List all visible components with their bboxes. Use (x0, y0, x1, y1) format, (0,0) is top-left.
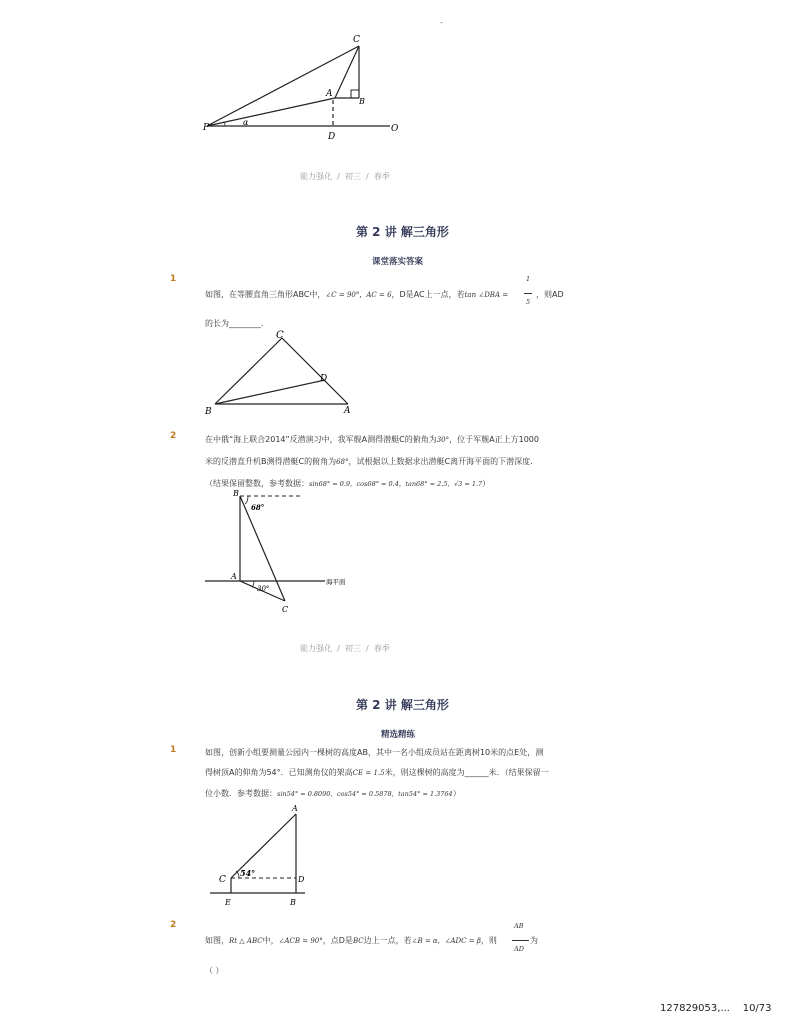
figure-tree-height (205, 800, 325, 912)
breadcrumb-item[interactable]: 春季 (373, 172, 390, 181)
fraction-denominator: AD (514, 945, 524, 953)
label-o: O (391, 124, 399, 134)
figure-angle-of-elevation (195, 32, 415, 144)
breadcrumb-item[interactable]: 能力强化 (300, 644, 332, 653)
fraction-numerator: AB (514, 922, 524, 930)
line-bc (215, 338, 282, 404)
answer-choice-paren: （ ） (205, 966, 224, 975)
label-a: A (231, 572, 237, 581)
question-text: 在中俄“海上联合2014”反潜演习中，我军舰A测得潜艇C的俯角为30°，位于军舰A正上方1000 (205, 435, 539, 444)
line-ca (282, 338, 348, 404)
section-subtitle: 精选精练 (381, 730, 416, 740)
fraction-numerator: 1 (526, 275, 531, 283)
question-text-end: ，则AD (536, 290, 564, 299)
label-b: B (290, 898, 296, 907)
question-text: 如图，Rt △ ABC中，∠ACB = 90°，点D是BC边上一点，若∠B = α，∠ADC = β，则 (205, 936, 497, 945)
label-b: B (205, 407, 212, 417)
label-d: D (328, 132, 336, 142)
label-alpha: α (243, 118, 249, 127)
fraction-bar (512, 940, 529, 941)
question-text: 米的反潜直升机B测得潜艇C的俯角为68°，试根据以上数据求出潜艇C离开海平面的下潜深度． (205, 457, 539, 466)
question-text: 位小数．参考数据：sin54° = 0.8090，cos54° = 0.5878，tan54° = 1.3764） (205, 789, 461, 798)
question-number: 1 (170, 745, 177, 755)
question-number: 2 (170, 920, 177, 930)
label-c: C (282, 605, 289, 614)
label-c: C (219, 875, 226, 885)
question-text-end: 为 (530, 936, 538, 945)
label-c: C (276, 330, 284, 341)
breadcrumb-item[interactable]: 初三 (344, 644, 361, 653)
line-pc (207, 46, 359, 126)
right-angle-mark (351, 90, 359, 98)
breadcrumb: 能力强化 / 初三 / 春季 (300, 644, 390, 653)
section-subtitle: 课堂落实答案 (372, 257, 424, 267)
fraction-bar (524, 293, 532, 294)
label-angle-68: 68° (251, 503, 265, 512)
breadcrumb-item[interactable]: 初三 (344, 172, 361, 181)
page-number: 10/73 (742, 1003, 772, 1014)
label-d: D (320, 374, 328, 384)
question-text: 如图，创新小组要测量公园内一棵树的高度AB，其中一名小组成员站在距离树10米的点E处，测 (205, 748, 544, 757)
question-text: 得树顶A的仰角为54°．已知测角仪的架高CE = 1.5米，则这棵树的高度为______米．（结果保留一 (205, 768, 549, 777)
line-pa (207, 98, 335, 126)
page-indicator (660, 1003, 772, 1014)
label-a: A (326, 89, 333, 99)
label-b: B (233, 489, 239, 498)
label-d: D (298, 875, 305, 884)
fraction-denominator: 5 (526, 298, 531, 306)
line-bd (215, 380, 325, 404)
question-number: 2 (170, 431, 177, 441)
figure-isosceles-right-triangle (200, 328, 370, 418)
angle-arc-30 (252, 581, 254, 587)
page-mark: - (440, 18, 443, 27)
label-a: A (292, 804, 298, 813)
question-text: 如图，在等腰直角三角形ABC中，∠C = 90°，AC = 6，D是AC上一点，若tan ∠DBA = (205, 290, 509, 299)
label-e: E (225, 898, 231, 907)
breadcrumb-item[interactable]: 能力强化 (300, 172, 332, 181)
section-title: 第 2 讲 解三角形 (356, 225, 449, 239)
angle-arc-68 (245, 496, 248, 504)
breadcrumb: 能力强化 / 初三 / 春季 (300, 172, 390, 181)
question-text: （结果保留整数，参考数据：sin68° = 0.9，cos68° = 0.4，tan68° = 2.5，√3 = 1.7） (205, 479, 491, 488)
figure-submarine-depth (200, 488, 370, 616)
question-text-line2: 的长为________． (205, 319, 269, 328)
label-a: A (344, 406, 351, 416)
label-sea-level: 海平面 (326, 578, 346, 586)
breadcrumb-item[interactable]: 春季 (373, 644, 390, 653)
label-p: P (203, 123, 210, 133)
label-b: B (359, 97, 365, 106)
label-c: C (353, 35, 360, 45)
doc-id: 127829053,... (660, 1003, 730, 1014)
section-title: 第 2 讲 解三角形 (356, 698, 449, 712)
label-angle-30: 30° (257, 585, 270, 593)
question-number: 1 (170, 274, 177, 284)
label-angle-54: 54° (240, 868, 256, 878)
